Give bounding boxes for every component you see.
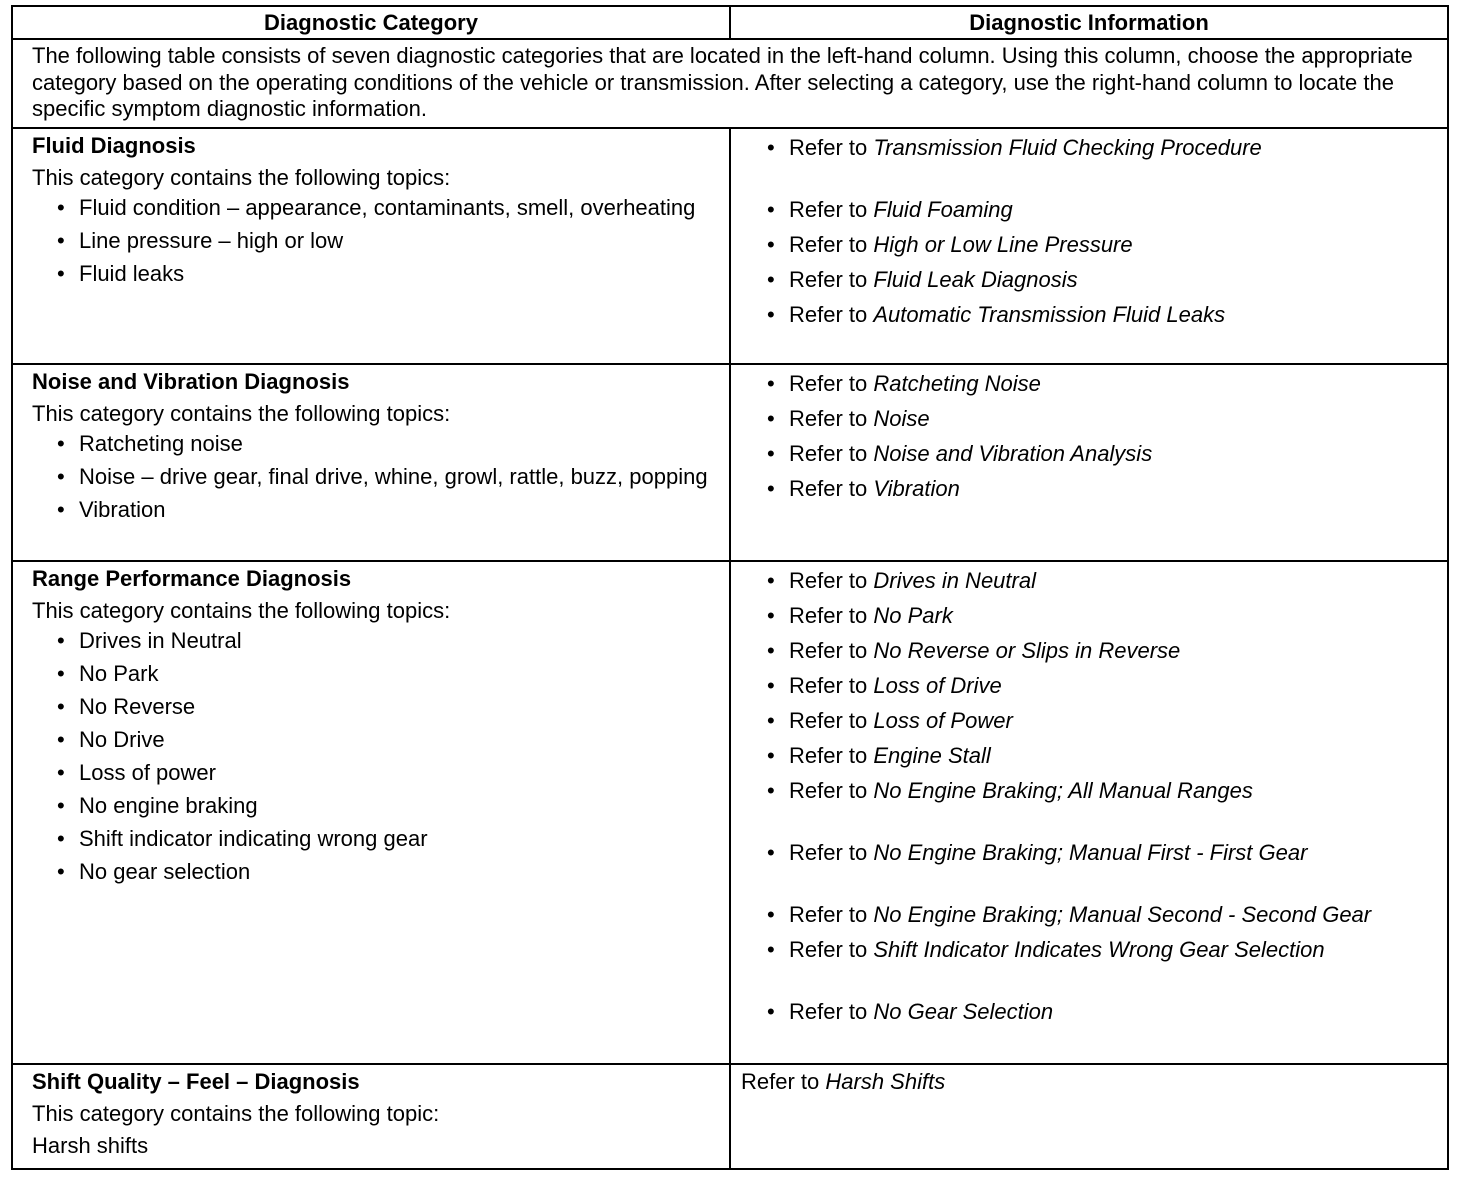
topic-item: • Ratcheting noise bbox=[79, 431, 719, 456]
reference-link[interactable]: Automatic Transmission Fluid Leaks bbox=[873, 301, 1226, 327]
category-cell bbox=[12, 128, 730, 364]
category-description: This category contains the following topics: bbox=[32, 164, 451, 190]
reference-list bbox=[789, 568, 1437, 1024]
reference-link[interactable]: High or Low Line Pressure bbox=[873, 231, 1133, 257]
refer-to-label: Refer to bbox=[789, 196, 874, 222]
reference-item[interactable] bbox=[789, 232, 1437, 257]
refer-to-label: Refer to bbox=[789, 839, 874, 865]
refer-to-label: Refer to bbox=[789, 602, 874, 628]
reference-item[interactable] bbox=[789, 476, 1437, 501]
reference-link[interactable]: Fluid Leak Diagnosis bbox=[873, 266, 1078, 292]
reference-link[interactable]: No Engine Braking; Manual Second - Second Gear bbox=[873, 901, 1372, 927]
reference-link[interactable]: No Reverse or Slips in Reverse bbox=[873, 637, 1181, 663]
refer-to-label: Refer to bbox=[789, 936, 874, 962]
reference-link[interactable]: Loss of Power bbox=[873, 707, 1013, 733]
topic-item: • Fluid condition – appearance, contaminants, smell, overheating bbox=[79, 195, 719, 220]
topic-item: • Line pressure – high or low bbox=[79, 228, 719, 253]
table-row bbox=[12, 128, 1448, 364]
reference-item[interactable] bbox=[789, 267, 1437, 292]
reference-item[interactable] bbox=[789, 638, 1437, 663]
reference-item[interactable] bbox=[789, 406, 1437, 431]
reference-list bbox=[789, 135, 1437, 327]
reference-link[interactable]: Noise and Vibration Analysis bbox=[873, 440, 1153, 466]
refer-to-label: Refer to bbox=[789, 637, 874, 663]
topic-list bbox=[32, 431, 719, 522]
reference-item[interactable] bbox=[789, 371, 1437, 396]
reference-item[interactable] bbox=[789, 197, 1437, 222]
header-row bbox=[12, 6, 1448, 39]
reference-item[interactable] bbox=[789, 302, 1437, 327]
refer-to-label: Refer to bbox=[789, 231, 874, 257]
refer-to-label: Refer to bbox=[789, 742, 874, 768]
refer-to-label: Refer to bbox=[789, 405, 874, 431]
intro-text: The following table consists of seven diagnostic categories that are located in the left-hand column. Using this column, choose the appropriate category based on the operating conditions of the vehicle or transmission. After selecting a category, use the right-hand column to locate the specific symptom diagnostic information. bbox=[12, 39, 1448, 128]
reference-link[interactable]: Engine Stall bbox=[873, 742, 991, 768]
category-title: Fluid Diagnosis bbox=[32, 132, 196, 158]
reference-item[interactable] bbox=[789, 743, 1437, 768]
topic-list bbox=[32, 195, 719, 286]
category-cell bbox=[12, 1064, 730, 1169]
header-diagnostic-information: Diagnostic Information bbox=[730, 6, 1448, 39]
topic-item: • Drives in Neutral bbox=[79, 628, 719, 653]
reference-link[interactable]: No Park bbox=[873, 602, 953, 628]
topic-item: • No Drive bbox=[79, 727, 719, 752]
reference-link[interactable]: No Gear Selection bbox=[873, 998, 1054, 1024]
reference-item[interactable] bbox=[789, 568, 1437, 593]
refer-to-label: Refer to bbox=[789, 777, 874, 803]
refer-to-label: Refer to bbox=[789, 475, 874, 501]
refer-to-label: Refer to bbox=[741, 1068, 826, 1094]
information-cell bbox=[730, 128, 1448, 364]
reference-link[interactable]: Transmission Fluid Checking Procedure bbox=[873, 134, 1262, 160]
reference-list bbox=[789, 371, 1437, 501]
reference-link[interactable]: No Engine Braking; All Manual Ranges bbox=[873, 777, 1253, 803]
refer-to-label: Refer to bbox=[789, 901, 874, 927]
category-cell bbox=[12, 364, 730, 561]
reference-item[interactable] bbox=[789, 999, 1437, 1024]
reference-link[interactable]: Fluid Foaming bbox=[873, 196, 1013, 222]
reference-item[interactable] bbox=[789, 778, 1437, 803]
topic-item: • Shift indicator indicating wrong gear bbox=[79, 826, 719, 851]
category-description: This category contains the following topics: bbox=[32, 400, 451, 426]
category-cell bbox=[12, 561, 730, 1064]
reference-item[interactable] bbox=[789, 840, 1437, 865]
category-title: Noise and Vibration Diagnosis bbox=[32, 368, 350, 394]
reference-item[interactable] bbox=[789, 135, 1437, 160]
category-description: This category contains the following topic: bbox=[32, 1100, 440, 1126]
refer-to-label: Refer to bbox=[789, 440, 874, 466]
topic-item: • No engine braking bbox=[79, 793, 719, 818]
refer-to-label: Refer to bbox=[789, 672, 874, 698]
refer-to-label: Refer to bbox=[789, 370, 874, 396]
information-cell bbox=[730, 561, 1448, 1064]
reference-link[interactable]: Harsh Shifts bbox=[825, 1068, 946, 1094]
intro-row bbox=[12, 39, 1448, 128]
reference-item[interactable] bbox=[789, 937, 1437, 962]
reference-link[interactable]: Vibration bbox=[873, 475, 960, 501]
refer-to-label: Refer to bbox=[789, 134, 874, 160]
topic-item: • No Park bbox=[79, 661, 719, 686]
table-row bbox=[12, 1064, 1448, 1169]
topic-item: • Vibration bbox=[79, 497, 719, 522]
refer-to-label: Refer to bbox=[789, 707, 874, 733]
table-row bbox=[12, 364, 1448, 561]
reference-link[interactable]: Loss of Drive bbox=[873, 672, 1002, 698]
topic-item: Harsh shifts bbox=[32, 1132, 149, 1158]
diagnostic-table bbox=[11, 5, 1449, 1170]
topic-item: • Fluid leaks bbox=[79, 261, 719, 286]
refer-to-label: Refer to bbox=[789, 567, 874, 593]
topic-list bbox=[32, 628, 719, 884]
reference-link[interactable]: Noise bbox=[873, 405, 930, 431]
category-title: Range Performance Diagnosis bbox=[32, 565, 352, 591]
reference-link[interactable]: No Engine Braking; Manual First - First Gear bbox=[873, 839, 1308, 865]
information-cell bbox=[730, 1064, 1448, 1169]
reference-item[interactable] bbox=[789, 708, 1437, 733]
topic-item: • No Reverse bbox=[79, 694, 719, 719]
reference-link[interactable]: Ratcheting Noise bbox=[873, 370, 1041, 396]
information-cell bbox=[730, 364, 1448, 561]
header-diagnostic-category: Diagnostic Category bbox=[12, 6, 730, 39]
refer-to-label: Refer to bbox=[789, 266, 874, 292]
table-row bbox=[12, 561, 1448, 1064]
topic-item: • Noise – drive gear, final drive, whine, growl, rattle, buzz, popping bbox=[79, 464, 719, 489]
reference-item[interactable] bbox=[789, 673, 1437, 698]
topic-item: • Loss of power bbox=[79, 760, 719, 785]
reference-item[interactable] bbox=[789, 441, 1437, 466]
reference-link[interactable]: Drives in Neutral bbox=[873, 567, 1036, 593]
reference-item[interactable] bbox=[789, 902, 1437, 927]
refer-to-label: Refer to bbox=[789, 301, 874, 327]
category-title: Shift Quality – Feel – Diagnosis bbox=[32, 1068, 360, 1094]
topic-item: • No gear selection bbox=[79, 859, 719, 884]
refer-to-label: Refer to bbox=[789, 998, 874, 1024]
category-description: This category contains the following topics: bbox=[32, 597, 451, 623]
reference-item[interactable] bbox=[789, 603, 1437, 628]
reference-link[interactable]: Shift Indicator Indicates Wrong Gear Selection bbox=[873, 936, 1325, 962]
